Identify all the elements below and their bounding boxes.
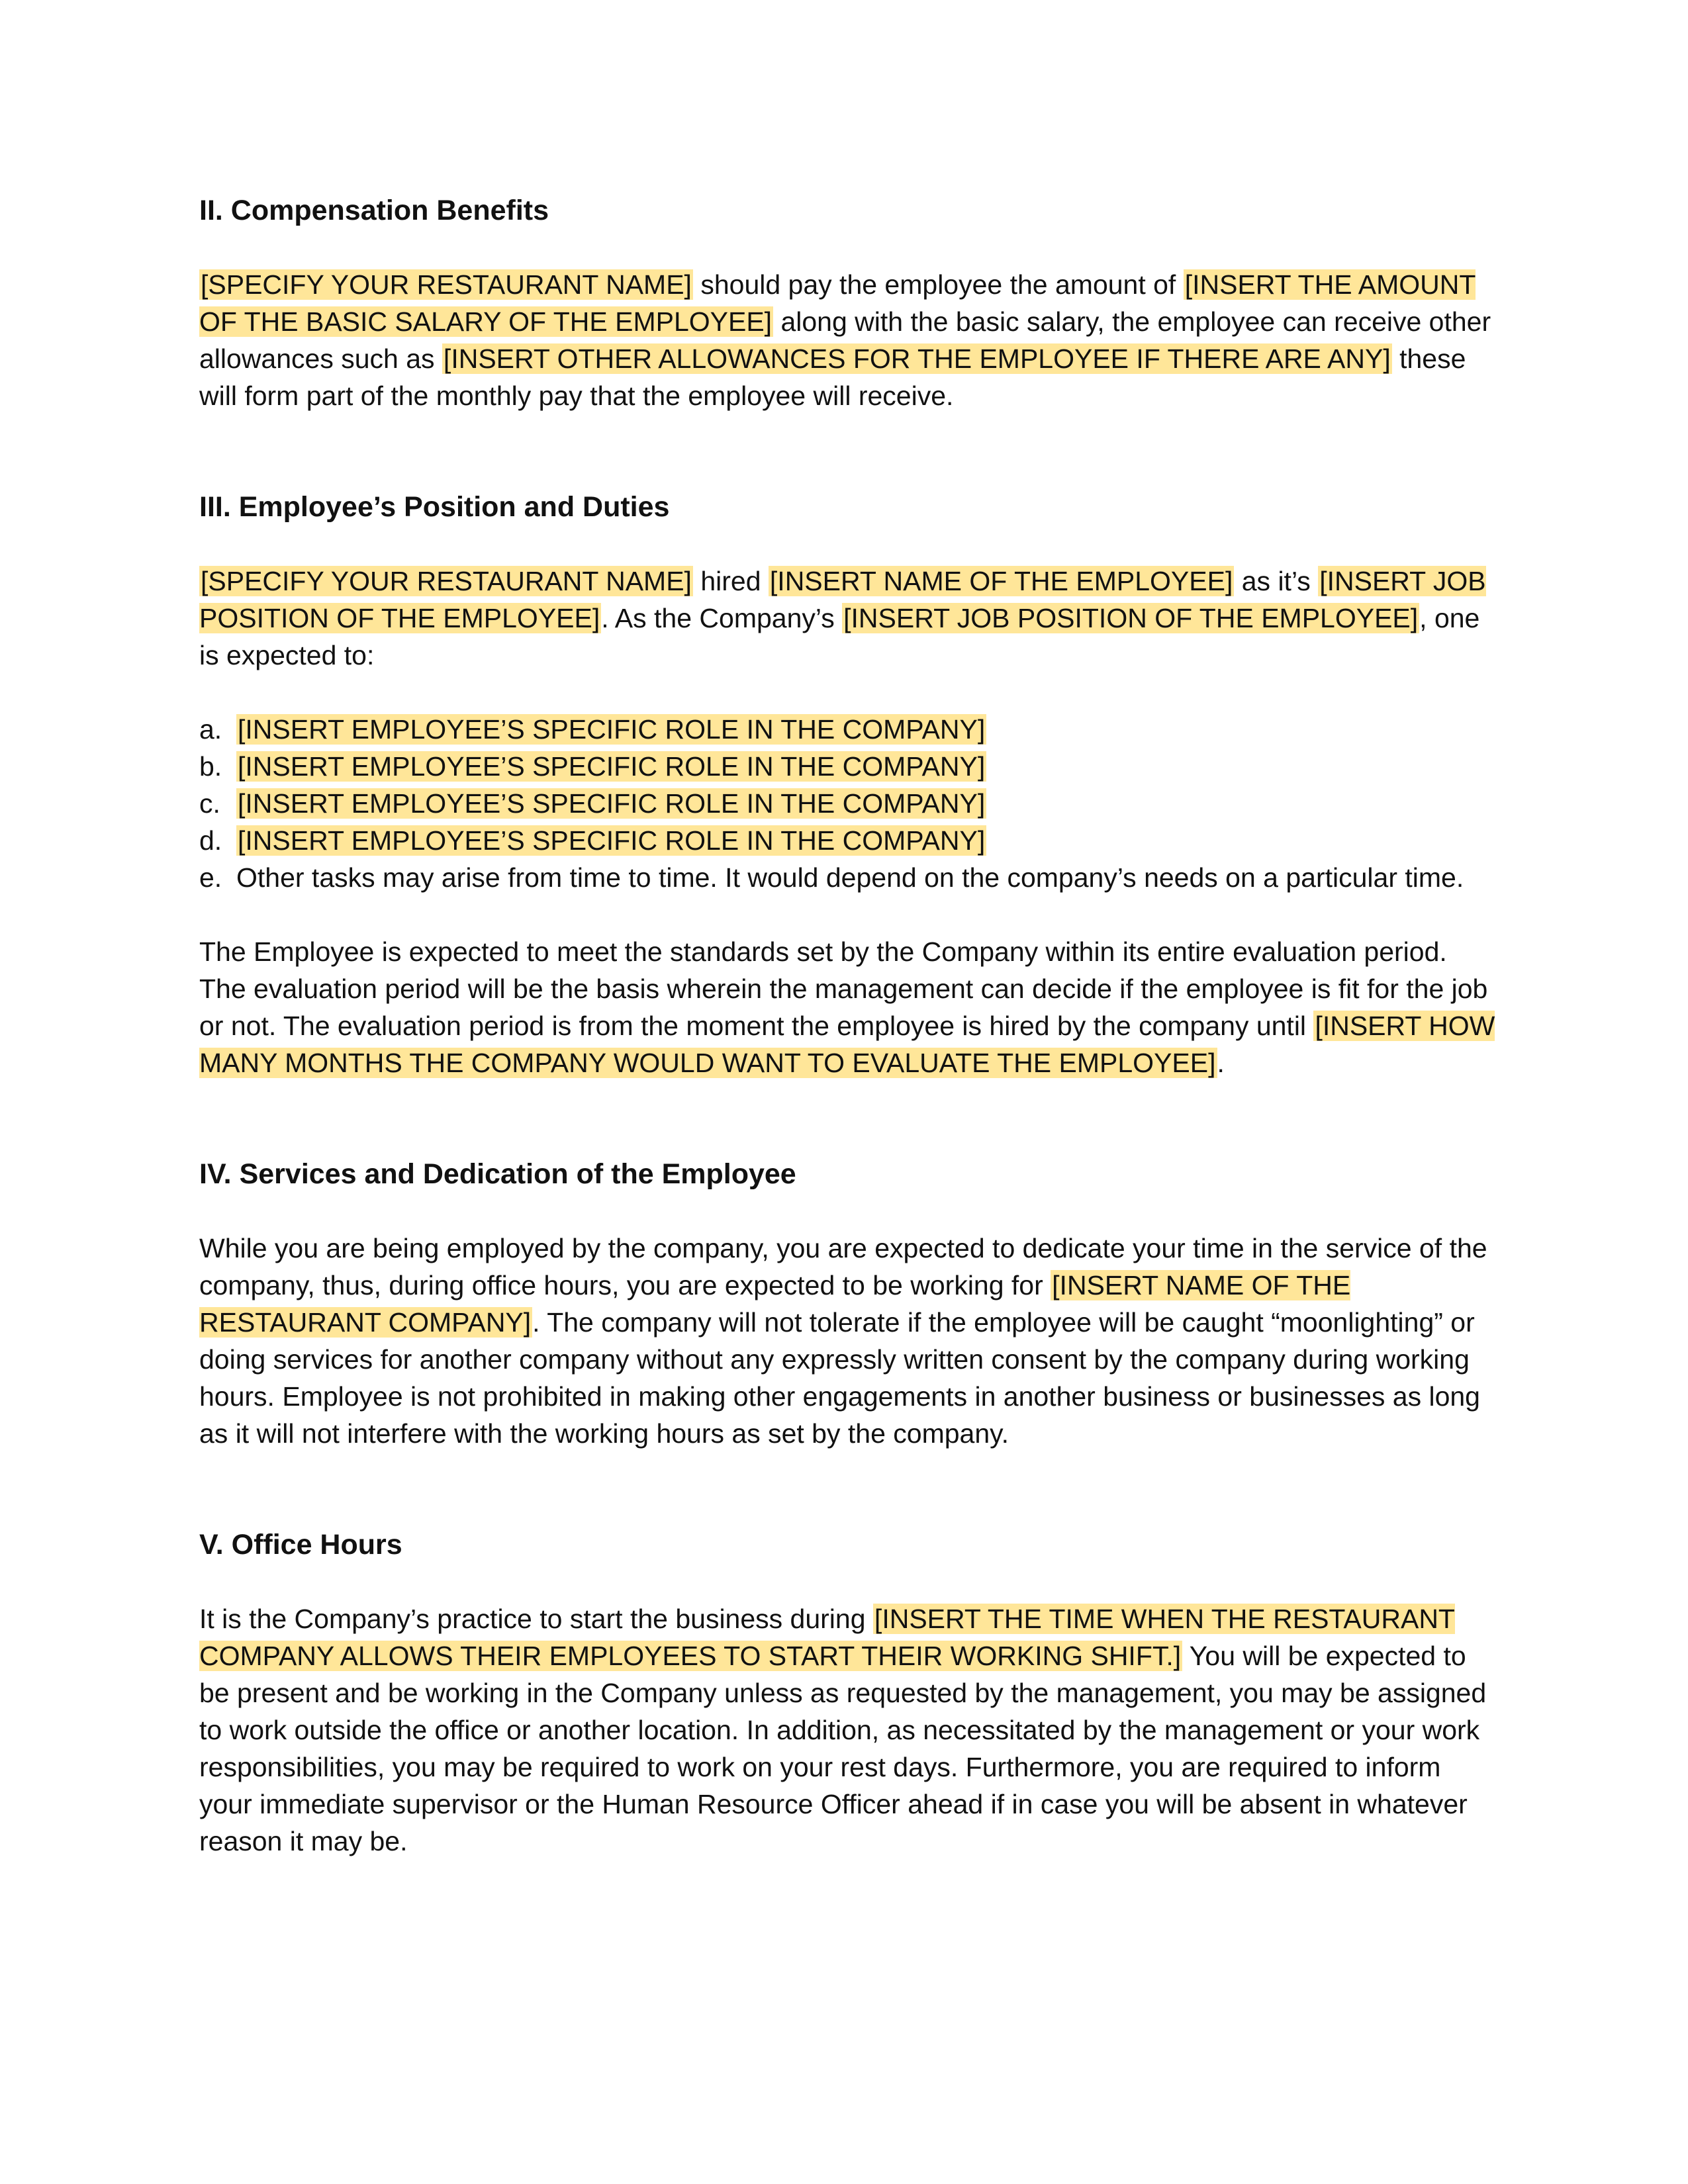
text-run: should pay the employee the amount of (692, 269, 1184, 300)
text-run: , one is expected to: (199, 603, 1480, 670)
list-marker: d. (199, 825, 222, 856)
paragraph (199, 563, 1497, 674)
text-run: as it’s (1234, 566, 1319, 596)
list-item (199, 822, 1497, 859)
text-run: these will form part of the monthly pay that the employee will receive. (199, 343, 1466, 411)
list-marker: c. (199, 788, 220, 819)
placeholder-highlight: [INSERT NAME OF THE RESTAURANT COMPANY] (199, 1270, 1351, 1338)
list-item (199, 859, 1497, 896)
paragraph (199, 266, 1497, 414)
section-heading: IV. Services and Dedication of the Employee (199, 1158, 796, 1190)
paragraph (199, 1600, 1497, 1860)
text-run: hired (692, 566, 769, 596)
placeholder-highlight: [INSERT NAME OF THE EMPLOYEE] (769, 566, 1233, 596)
section-heading: III. Employee’s Position and Duties (199, 491, 670, 523)
list-item (199, 748, 1497, 785)
placeholder-highlight: [INSERT EMPLOYEE’S SPECIFIC ROLE IN THE COMPANY] (238, 751, 986, 782)
list-item (199, 785, 1497, 822)
section-compensation-benefits (199, 192, 1497, 414)
placeholder-highlight: [INSERT EMPLOYEE’S SPECIFIC ROLE IN THE COMPANY] (238, 714, 986, 745)
list-item-text: Other tasks may arise from time to time. It would depend on the company’s needs on a particular time. (236, 862, 1464, 893)
duties-list (199, 711, 1497, 896)
placeholder-highlight: [INSERT JOB POSITION OF THE EMPLOYEE] (843, 603, 1419, 633)
paragraph (199, 1230, 1497, 1452)
placeholder-highlight: [INSERT EMPLOYEE’S SPECIFIC ROLE IN THE COMPANY] (238, 788, 986, 819)
list-marker: b. (199, 751, 222, 782)
placeholder-highlight: [INSERT EMPLOYEE’S SPECIFIC ROLE IN THE COMPANY] (238, 825, 986, 856)
text-run: . The company will not tolerate if the employee will be caught “moonlighting” or doing services for another company without any expressly written consent by the company during working hours. Employee is not prohibited in making other engagements in another business or businesses as long as it will not interfere with the working hours as set by the company. (199, 1307, 1480, 1449)
placeholder-highlight: [SPECIFY YOUR RESTAURANT NAME] (201, 269, 692, 300)
section-services-dedication (199, 1156, 1497, 1452)
text-run: The Employee is expected to meet the standards set by the Company within its entire evaluation period. The evaluation period will be the basis wherein the management can decide if the employee is fit for the job or not. The evaluation period is from the moment the employee is hired by the company until (199, 936, 1488, 1041)
placeholder-highlight: [INSERT JOB POSITION OF THE EMPLOYEE] (199, 566, 1486, 633)
list-marker: e. (199, 862, 222, 893)
text-run: You will be expected to be present and be working in the Company unless as requested by the management, you may be assigned to work outside the office or another location. In addition, as necessitated by the management or your work responsibilities, you may be required to work on your rest days. Furthermore, you are required to inform your immediate supervisor or the Human Resource Officer ahead if in case you will be absent in whatever reason it may be. (199, 1641, 1487, 1856)
placeholder-highlight: [INSERT THE TIME WHEN THE RESTAURANT COMPANY ALLOWS THEIR EMPLOYEES TO START THEIR WORKING SHIFT.] (199, 1604, 1455, 1671)
text-run: It is the Company’s practice to start the business during (199, 1604, 873, 1634)
section-office-hours (199, 1526, 1497, 1860)
section-position-duties (199, 488, 1497, 1081)
placeholder-highlight: [SPECIFY YOUR RESTAURANT NAME] (201, 566, 692, 596)
document-page (199, 192, 1497, 1860)
placeholder-highlight: [INSERT HOW MANY MONTHS THE COMPANY WOULD WANT TO EVALUATE THE EMPLOYEE] (199, 1011, 1495, 1078)
text-run: . As the Company’s (601, 603, 843, 633)
placeholder-highlight: [INSERT OTHER ALLOWANCES FOR THE EMPLOYEE IF THERE ARE ANY] (443, 343, 1391, 374)
list-marker: a. (199, 714, 222, 745)
text-run: . (1217, 1048, 1225, 1078)
list-item (199, 711, 1497, 748)
section-heading: V. Office Hours (199, 1529, 402, 1561)
section-heading: II. Compensation Benefits (199, 195, 549, 226)
text-run: While you are being employed by the company, you are expected to dedicate your time in the service of the company, thus, during office hours, you are expected to be working for (199, 1233, 1487, 1300)
placeholder-highlight: [INSERT THE AMOUNT OF THE BASIC SALARY OF THE EMPLOYEE] (199, 269, 1476, 337)
paragraph (199, 933, 1497, 1081)
text-run: along with the basic salary, the employee can receive other allowances such as (199, 306, 1491, 374)
